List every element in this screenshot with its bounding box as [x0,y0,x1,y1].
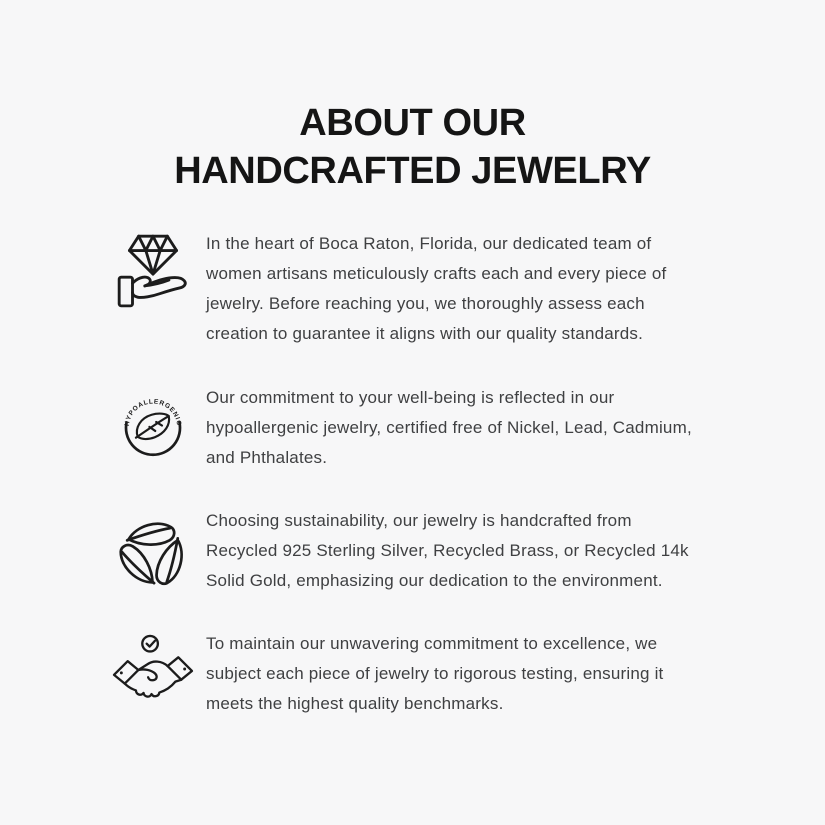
paragraph-line: Choosing sustainability, our jewelry is handcrafted from [206,511,632,530]
page-title-line-1: ABOUT OUR [299,102,526,144]
page-title-line-2: HANDCRAFTED JEWELRY [174,150,651,192]
paragraph-line: women artisans meticulously crafts each and every piece of [206,264,667,283]
hand-presenting-diamond-icon [110,232,196,308]
feature-paragraph [206,506,689,596]
feature-craftsmanship [110,229,825,349]
hypoallergenic-badge-icon [110,390,196,462]
hypoallergenic-badge-label: HYPOALLERGENIC [123,398,183,427]
paragraph-line: Solid Gold, emphasizing our dedication to the environment. [206,571,663,590]
feature-paragraph [206,229,666,349]
feature-paragraph [206,629,663,719]
paragraph-line: subject each piece of jewelry to rigorous testing, ensuring it [206,664,664,683]
paragraph-line: meets the highest quality benchmarks. [206,694,504,713]
paragraph-line: and Phthalates. [206,448,328,467]
paragraph-line: Recycled 925 Sterling Silver, Recycled Brass, or Recycled 14k [206,541,689,560]
feature-paragraph [206,383,692,473]
paragraph-line: hypoallergenic jewelry, certified free of Nickel, Lead, Cadmium, [206,418,692,437]
paragraph-line: creation to guarantee it aligns with our quality standards. [206,324,644,343]
paragraph-line: Our commitment to your well-being is reflected in our [206,388,615,407]
paragraph-line: jewelry. Before reaching you, we thoroughly assess each [206,294,645,313]
handshake-quality-check-icon [110,632,196,706]
svg-text:HYPOALLERGENIC [124,398,183,426]
feature-list [0,229,825,719]
feature-hypoallergenic [110,383,825,473]
paragraph-line: To maintain our unwavering commitment to excellence, we [206,634,658,653]
page-title [0,0,825,195]
paragraph-line: In the heart of Boca Raton, Florida, our dedicated team of [206,234,652,253]
feature-quality-testing [110,629,825,719]
recycled-leaves-icon [110,513,196,591]
feature-recycled-materials [110,506,825,596]
